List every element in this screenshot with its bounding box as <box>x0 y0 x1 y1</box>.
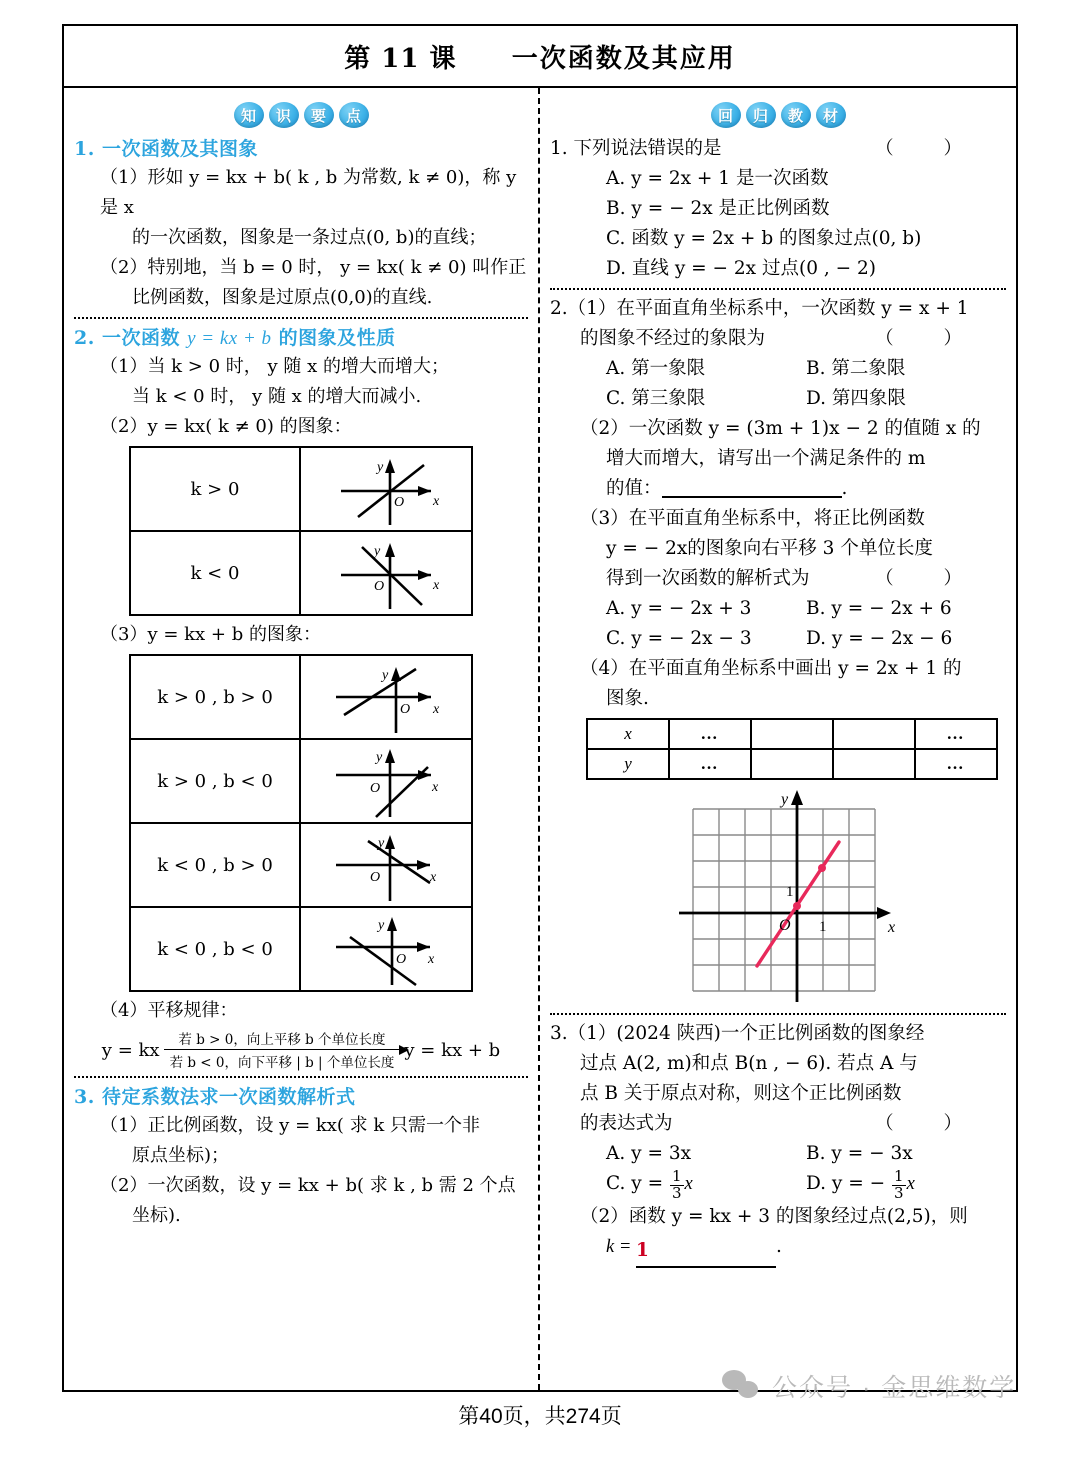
condition-kpos-bneg: k > 0 , b < 0 <box>130 739 300 823</box>
section-1-line-3: （2）特别地，当 b = 0 时， y = kx( k ≠ 0) 叫作正 <box>100 257 527 278</box>
section-2-title-pre: 一次函数 <box>101 327 188 349</box>
question-2-part1-option-b[interactable]: B. 第二象限 <box>806 358 906 379</box>
svg-text:O: O <box>400 702 411 717</box>
question-2-part4-line2: 图象. <box>606 688 649 709</box>
condition-kneg-bpos: k < 0 , b > 0 <box>130 823 300 907</box>
question-2-index: 2. <box>550 298 568 319</box>
condition-kpos-bpos: k > 0 , b > 0 <box>130 655 300 739</box>
option-c-denominator: 3 <box>671 1184 682 1202</box>
question-2-part1-options-row2 <box>606 384 1006 414</box>
badge-icon-7: 教 <box>781 102 811 128</box>
translation-right-expr: y = kx + b <box>404 1039 501 1061</box>
xy-table-cell-y-3[interactable] <box>833 749 915 779</box>
table-row <box>130 907 472 991</box>
lesson-number: 第 11 课 <box>344 43 457 74</box>
figure-kpos-bpos <box>300 655 472 739</box>
section-3-line-3: （2）一次函数，设 y = kx + b( 求 k , b 需 2 个点 <box>100 1175 516 1196</box>
table-row <box>130 655 472 739</box>
question-3-part2-k-label: k = <box>606 1236 636 1257</box>
question-3-part2-answer-row <box>606 1232 1006 1268</box>
question-2-part3-options-row1 <box>606 594 1006 624</box>
page-footer <box>0 1400 1080 1430</box>
section-2-index: 2. <box>74 327 95 349</box>
table-row <box>130 739 472 823</box>
worksheet-page <box>62 24 1018 1392</box>
translation-left-expr: y = kx <box>101 1039 160 1061</box>
svg-text:O: O <box>779 917 791 934</box>
question-3-part1-option-d[interactable] <box>806 1169 1006 1202</box>
badge-icon-8: 材 <box>816 102 846 128</box>
arrow-right-icon <box>164 1049 401 1050</box>
answer-bracket-q3-1[interactable]: （ ） <box>875 1113 984 1134</box>
question-1-stem-row <box>550 134 1006 164</box>
knowledge-points-header <box>74 102 528 128</box>
coordinate-plot[interactable] <box>653 784 903 1009</box>
table-row-x <box>587 719 997 749</box>
question-2-part2-label: 的值： <box>606 478 662 499</box>
return-to-textbook-header <box>550 102 1006 128</box>
question-3-part1-option-c[interactable] <box>606 1169 806 1202</box>
question-2-part3-text3: 得到一次函数的解析式为 <box>606 568 810 589</box>
page-title <box>344 38 736 75</box>
question-3-part1-line3: 点 B 关于原点对称，则这个正比例函数 <box>580 1083 902 1104</box>
option-c-fraction <box>670 1169 684 1202</box>
table-row-y <box>587 749 997 779</box>
svg-text:y: y <box>378 836 385 851</box>
xy-table-label-x: x <box>587 719 669 749</box>
question-3-part1-options-row1 <box>606 1139 1006 1169</box>
divider-4 <box>550 1013 1006 1015</box>
question-3-part1-option-a[interactable]: A. y = 3x <box>606 1143 692 1164</box>
xy-table-cell-y-1[interactable]: … <box>669 749 751 779</box>
question-3-part2-answer-blank[interactable] <box>636 1236 776 1268</box>
question-3-part1-option-b[interactable]: B. y = − 3x <box>806 1143 913 1164</box>
section-2-line-1: （1）当 k > 0 时， y 随 x 的增大而增大； <box>100 356 449 377</box>
section-2-title-formula: y = kx + b <box>187 328 272 349</box>
question-2-part1-option-d[interactable]: D. 第四象限 <box>806 388 906 409</box>
svg-text:y: y <box>378 918 385 933</box>
svg-text:x: x <box>433 702 440 717</box>
svg-text:x: x <box>433 578 440 593</box>
svg-text:y: y <box>382 668 389 683</box>
xy-table-label-y: y <box>587 749 669 779</box>
figure-kneg-bpos <box>300 823 472 907</box>
page-title-bar <box>64 26 1016 88</box>
question-2-part3-option-b[interactable]: B. y = − 2x + 6 <box>806 598 952 619</box>
question-1-option-a[interactable]: A. y = 2x + 1 是一次函数 <box>606 168 829 189</box>
svg-text:y: y <box>781 791 789 808</box>
badge-icon-5: 回 <box>711 102 741 128</box>
badge-icon-2: 识 <box>269 102 299 128</box>
section-1-line-4: 比例函数，图象是过原点(0,0)的直线. <box>132 287 433 308</box>
question-1-option-d[interactable]: D. 直线 y = − 2x 过点(0 , − 2) <box>606 258 876 279</box>
question-2-part3-line1: （3）在平面直角坐标系中，将正比例函数 <box>580 508 925 529</box>
svg-text:y: y <box>374 544 381 559</box>
question-2-part1-text2: 的图象不经过的象限为 <box>580 328 766 349</box>
option-d-fraction <box>892 1169 906 1202</box>
question-3-index: 3. <box>550 1023 568 1044</box>
question-3-part1-line2: 过点 A(2, m)和点 B(n , − 6). 若点 A 与 <box>580 1053 918 1074</box>
question-2-part3-option-c[interactable]: C. y = − 2x − 3 <box>606 628 752 649</box>
badge-icon-6: 归 <box>746 102 776 128</box>
svg-text:x: x <box>430 870 437 885</box>
option-c-prefix: C. y = <box>606 1173 669 1194</box>
question-3-part1-options-row2 <box>606 1169 1006 1202</box>
section-1-line-2: 的一次函数，图象是一条过点(0, b)的直线； <box>132 227 487 248</box>
question-2-part3-option-d[interactable]: D. y = − 2x − 6 <box>806 628 953 649</box>
xy-value-table[interactable] <box>586 718 998 780</box>
question-3-part1-line4 <box>580 1109 1006 1139</box>
question-1-stem: 1. 下列说法错误的是 <box>550 138 722 159</box>
svg-text:y: y <box>376 750 383 765</box>
table-row <box>130 823 472 907</box>
question-3-part2-period: . <box>775 1235 782 1257</box>
section-3-heading <box>74 1082 528 1109</box>
section-1-index: 1. <box>74 138 95 160</box>
question-2-part3-line3 <box>606 564 1006 594</box>
svg-text:1: 1 <box>819 919 827 935</box>
question-2-part1-line2 <box>580 324 1006 354</box>
divider-2 <box>74 1076 528 1078</box>
question-3-part2-line1: （2）函数 y = kx + 3 的图象经过点(2,5)，则 <box>580 1205 968 1227</box>
question-2-part3-options-row2 <box>606 624 1006 654</box>
question-2-part2-line1: （2）一次函数 y = (3m + 1)x − 2 的值随 x 的 <box>580 418 981 439</box>
divider-1 <box>74 317 528 319</box>
section-1-heading <box>74 134 528 161</box>
lesson-name: 一次函数及其应用 <box>511 43 736 74</box>
section-2-title-post: 的图象及性质 <box>271 327 396 349</box>
xy-table-cell-y-4[interactable]: … <box>915 749 997 779</box>
section-2-line-2: 当 k < 0 时， y 随 x 的增大而减小. <box>132 386 422 407</box>
badge-icon-3: 要 <box>304 102 334 128</box>
section-2-heading <box>74 323 528 350</box>
translation-condition-down: 若 b < 0，向下平移 | b | 个单位长度 <box>169 1055 395 1071</box>
question-3-part1-text1: （1）(2024 陕西)一个正比例函数的图象经 <box>567 1023 925 1044</box>
watermark-text: 公众号 · 金思维数学 <box>772 1374 1017 1402</box>
svg-text:O: O <box>370 781 381 796</box>
figure-line-pos-origin <box>300 447 472 531</box>
question-2-part2-line3 <box>606 474 1006 504</box>
option-c-numerator: 1 <box>671 1167 682 1186</box>
question-2-part1-option-a[interactable]: A. 第一象限 <box>606 358 706 379</box>
question-2-part1-text1: （1）在平面直角坐标系中，一次函数 y = x + 1 <box>567 298 969 319</box>
section-3-index: 3. <box>74 1086 95 1108</box>
svg-text:x: x <box>432 780 439 795</box>
section-3-line-1: （1）正比例函数，设 y = kx( 求 k 只需一个非 <box>100 1115 481 1136</box>
translation-condition-up: 若 b > 0，向上平移 b 个单位长度 <box>178 1032 386 1048</box>
svg-text:1: 1 <box>786 884 794 900</box>
question-3-part2-answer-value: 1 <box>635 1239 649 1261</box>
svg-text:O: O <box>396 952 407 967</box>
figure-kpos-bneg <box>300 739 472 823</box>
answer-bracket-q2-1[interactable]: （ ） <box>875 328 984 349</box>
page-number-text: 第40页，共274页 <box>458 1405 622 1428</box>
question-2-part2-answer-blank[interactable] <box>662 496 842 498</box>
question-2-part4-line1: （4）在平面直角坐标系中画出 y = 2x + 1 的 <box>580 658 962 679</box>
question-1-option-c[interactable]: C. 函数 y = 2x + b 的图象过点(0, b) <box>606 228 922 249</box>
section-2-line-3: （2）y = kx( k ≠ 0) 的图象： <box>100 416 352 437</box>
condition-k-negative: k < 0 <box>130 531 300 615</box>
svg-text:x: x <box>433 494 440 509</box>
section-1-line-1: （1）形如 y = kx + b( k , b 为常数, k ≠ 0)，称 y 是 x <box>100 167 517 218</box>
section-3-line-4: 坐标). <box>132 1205 181 1226</box>
translation-arrow <box>164 1028 401 1072</box>
graph-table-kb-sign <box>129 654 473 992</box>
svg-text:y: y <box>377 460 384 475</box>
condition-kneg-bneg: k < 0 , b < 0 <box>130 907 300 991</box>
question-2-part2-period: . <box>841 478 848 499</box>
question-2-part1-options-row1 <box>606 354 1006 384</box>
option-d-prefix: D. y = − <box>806 1173 892 1194</box>
option-d-numerator: 1 <box>894 1167 904 1186</box>
xy-table-cell-y-2[interactable] <box>751 749 833 779</box>
table-row <box>130 447 472 531</box>
question-2-part1-option-c[interactable]: C. 第三象限 <box>606 388 706 409</box>
svg-text:x: x <box>888 919 896 936</box>
badge-icon-4: 点 <box>339 102 369 128</box>
section-3-line-2: 原点坐标)； <box>132 1145 230 1166</box>
table-row <box>130 531 472 615</box>
section-2-line-4: （3）y = kx + b 的图象： <box>100 624 321 645</box>
svg-text:O: O <box>394 495 405 510</box>
section-2-line-5: （4）平移规律： <box>100 1000 238 1021</box>
right-column <box>540 88 1016 1390</box>
left-column <box>64 88 540 1390</box>
translation-rule <box>74 1028 528 1072</box>
badge-icon-1: 知 <box>234 102 264 128</box>
xy-table-cell-x-1[interactable]: … <box>669 719 751 749</box>
option-d-suffix: x <box>906 1174 915 1194</box>
xy-table-cell-x-2[interactable] <box>751 719 833 749</box>
question-1-option-b[interactable]: B. y = − 2x 是正比例函数 <box>606 198 830 219</box>
question-2-part2-line2: 增大而增大，请写出一个满足条件的 m <box>606 448 926 469</box>
question-2-part1-line1 <box>550 294 1006 324</box>
section-3-title: 待定系数法求一次函数解析式 <box>101 1086 356 1108</box>
svg-text:x: x <box>428 952 435 967</box>
divider-3 <box>550 288 1006 290</box>
two-column-body <box>64 88 1016 1390</box>
condition-k-positive: k > 0 <box>130 447 300 531</box>
question-2-part3-line2: y = − 2x的图象向右平移 3 个单位长度 <box>606 538 933 559</box>
graph-table-k-sign <box>129 446 473 616</box>
option-c-suffix: x <box>684 1174 693 1194</box>
xy-table-cell-x-4[interactable]: … <box>915 719 997 749</box>
question-3-part1-text4: 的表达式为 <box>580 1113 673 1134</box>
svg-text:O: O <box>370 870 381 885</box>
figure-kneg-bneg <box>300 907 472 991</box>
xy-table-cell-x-3[interactable] <box>833 719 915 749</box>
answer-bracket-q1[interactable]: （ ） <box>875 138 984 159</box>
question-3-part1-line1 <box>550 1019 1006 1049</box>
section-1-title: 一次函数及其图象 <box>101 138 258 160</box>
question-2-part3-option-a[interactable]: A. y = − 2x + 3 <box>606 598 752 619</box>
option-d-denominator: 3 <box>894 1184 904 1202</box>
coordinate-plot-wrapper <box>550 784 1006 1009</box>
figure-line-neg-origin <box>300 531 472 615</box>
svg-text:O: O <box>374 579 385 594</box>
answer-bracket-q2-3[interactable]: （ ） <box>875 568 984 589</box>
